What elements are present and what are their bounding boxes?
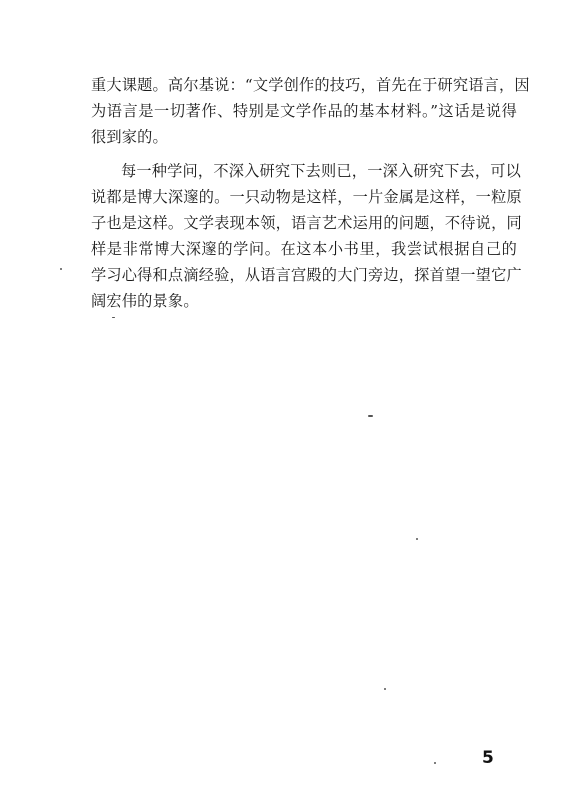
text-line: 阔宏伟的景象。	[91, 292, 199, 310]
text-line: 样是非常博大深邃的学问。在这本小书里，我尝试根据自己的	[91, 240, 517, 258]
page-number: 5	[482, 748, 494, 768]
text-line: 子也是这样。文学表现本领，语言艺术运用的问题，不待说，同	[91, 214, 522, 232]
scan-speck	[384, 688, 386, 690]
paragraph-1	[91, 72, 530, 150]
text-line: 很到家的。	[91, 128, 168, 146]
scan-speck	[112, 317, 115, 318]
paragraph-2	[91, 158, 522, 314]
scan-speck	[434, 762, 436, 764]
text-line: 每一种学问，不深入研究下去则已，一深入研究下去，可以	[121, 162, 522, 180]
text-line: 学习心得和点滴经验，从语言宫殿的大门旁边，探首望一望它广	[91, 266, 522, 284]
text-line: 说都是博大深邃的。一只动物是这样，一片金属是这样，一粒原	[91, 188, 522, 206]
text-line: 为语言是一切著作、特别是文学作品的基本材料。”这话是说得	[91, 102, 517, 120]
body-text	[91, 72, 530, 314]
scan-speck	[60, 268, 62, 270]
scan-speck	[416, 538, 418, 540]
text-line: 重大课题。高尔基说：“文学创作的技巧，首先在于研究语言，因	[91, 76, 530, 94]
scan-speck	[368, 415, 373, 417]
